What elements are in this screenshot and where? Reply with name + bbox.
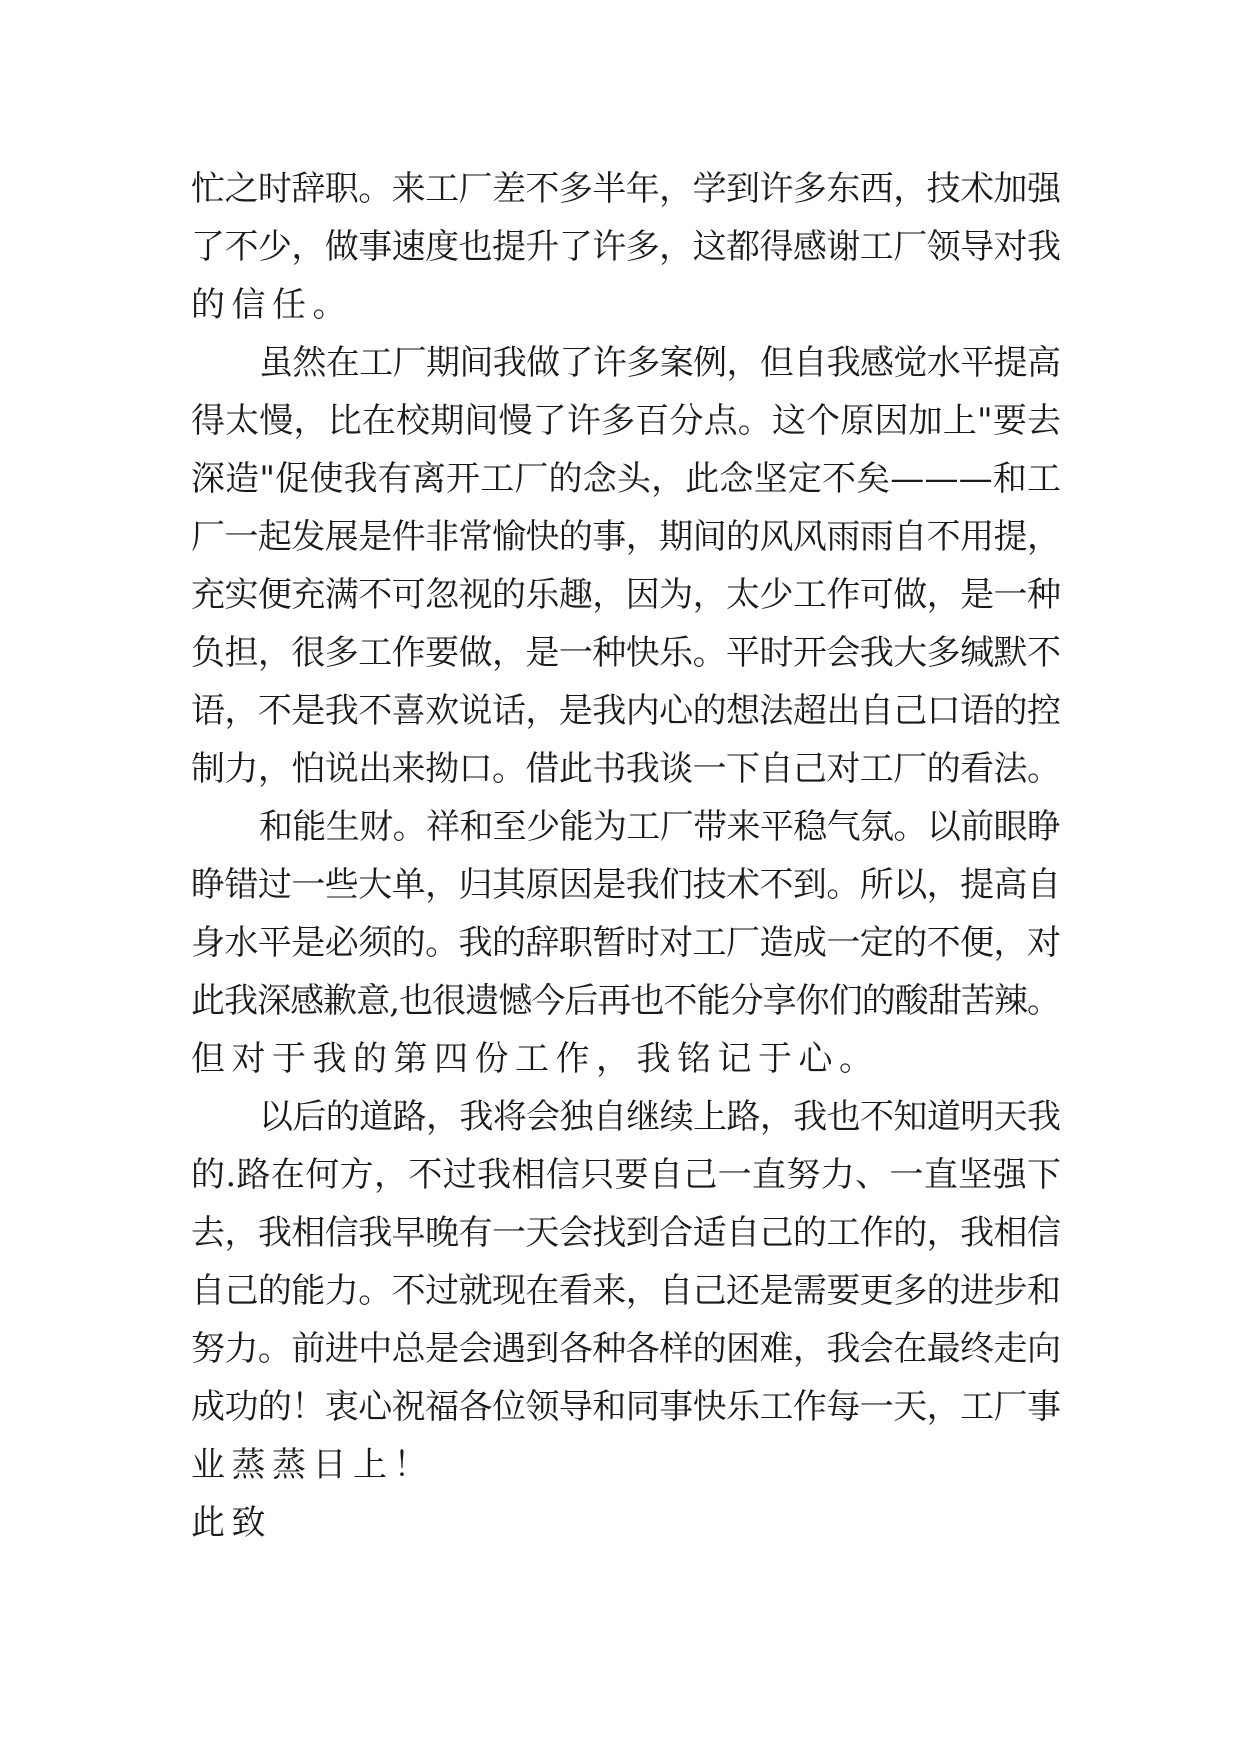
line-text: 努力。前进中总是会遇到各种各样的困难，我会在最终走向 xyxy=(191,1329,1061,1369)
text-line xyxy=(191,1146,1061,1204)
text-line xyxy=(191,914,1061,972)
text-line xyxy=(191,972,1061,1030)
closing-salutation xyxy=(191,1494,1061,1552)
line-text: 以后的道路，我将会独自继续上路，我也不知道明天我 xyxy=(259,1097,1061,1137)
line-text: 去，我相信我早晚有一天会找到合适自己的工作的，我相信 xyxy=(191,1213,1061,1253)
line-text: 厂一起发展是件非常愉快的事，期间的风风雨雨自不用提， xyxy=(191,517,1061,557)
text-line xyxy=(191,1204,1061,1262)
closing-text: 此致 xyxy=(191,1503,272,1543)
text-line xyxy=(191,160,1061,218)
paragraph xyxy=(191,160,1061,334)
paragraph xyxy=(191,334,1061,798)
text-line xyxy=(191,1088,1061,1146)
text-line xyxy=(191,624,1061,682)
text-line xyxy=(191,450,1061,508)
text-line xyxy=(191,740,1061,798)
line-text: 睁错过一些大单，归其原因是我们技术不到。所以，提高自 xyxy=(191,865,1061,905)
line-text: 业蒸蒸日上！ xyxy=(191,1445,434,1485)
line-text: 充实便充满不可忽视的乐趣，因为，太少工作可做，是一种 xyxy=(191,575,1061,615)
text-line xyxy=(191,682,1061,740)
text-line xyxy=(191,392,1061,450)
text-line xyxy=(191,218,1061,276)
text-line xyxy=(191,1320,1061,1378)
text-line xyxy=(191,566,1061,624)
line-text: 语，不是我不喜欢说话，是我内心的想法超出自己口语的控 xyxy=(191,691,1061,731)
letter-body xyxy=(191,160,1061,1552)
line-text: 成功的！衷心祝福各位领导和同事快乐工作每一天，工厂事 xyxy=(191,1387,1061,1427)
text-line xyxy=(191,276,1061,334)
line-text: 的信任。 xyxy=(191,285,353,325)
line-text: 但对于我的第四份工作，我铭记于心。 xyxy=(191,1039,880,1079)
line-text: 深造"促使我有离开工厂的念头，此念坚定不矣———和工 xyxy=(191,459,1062,499)
text-line xyxy=(191,1436,1061,1494)
text-line xyxy=(191,1030,1061,1088)
text-line xyxy=(191,508,1061,566)
text-line xyxy=(191,798,1061,856)
line-text: 了不少，做事速度也提升了许多，这都得感谢工厂领导对我 xyxy=(191,227,1061,267)
line-text: 制力，怕说出来拗口。借此书我谈一下自己对工厂的看法。 xyxy=(191,749,1061,789)
line-text: 自己的能力。不过就现在看来，自己还是需要更多的进步和 xyxy=(191,1271,1061,1311)
line-text: 虽然在工厂期间我做了许多案例，但自我感觉水平提高 xyxy=(259,343,1061,383)
line-text: 身水平是必须的。我的辞职暂时对工厂造成一定的不便，对 xyxy=(191,923,1061,963)
line-text: 此我深感歉意,也很遗憾今后再也不能分享你们的酸甜苦辣。 xyxy=(191,981,1061,1021)
paragraph xyxy=(191,798,1061,1088)
line-text: 忙之时辞职。来工厂差不多半年，学到许多东西，技术加强 xyxy=(191,169,1061,209)
text-line xyxy=(191,334,1061,392)
text-line xyxy=(191,856,1061,914)
line-text: 得太慢，比在校期间慢了许多百分点。这个原因加上"要去 xyxy=(191,401,1062,441)
line-text: 负担，很多工作要做，是一种快乐。平时开会我大多缄默不 xyxy=(191,633,1061,673)
text-line xyxy=(191,1378,1061,1436)
line-text: 的.路在何方，不过我相信只要自己一直努力、一直坚强下 xyxy=(191,1155,1062,1195)
line-text: 和能生财。祥和至少能为工厂带来平稳气氛。以前眼睁 xyxy=(259,807,1061,847)
paragraph xyxy=(191,1088,1061,1494)
text-line xyxy=(191,1262,1061,1320)
